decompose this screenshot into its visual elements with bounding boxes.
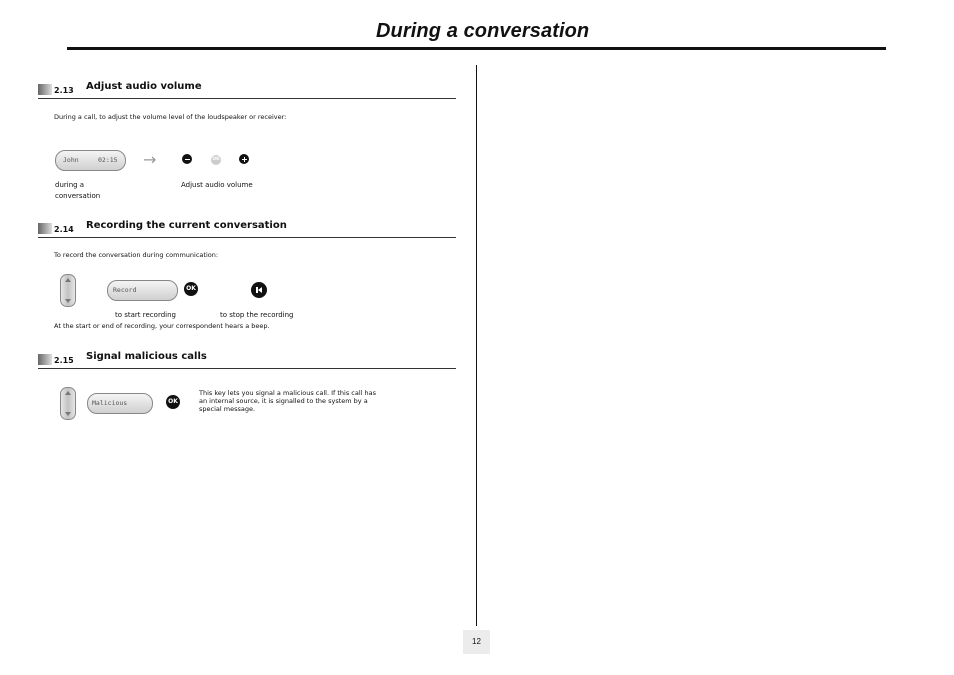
display-call-time: 02:15 bbox=[98, 156, 118, 164]
section-number: 2.14 bbox=[54, 225, 74, 234]
section-heading-audio-volume bbox=[38, 78, 456, 99]
ok-key-icon[interactable]: OK bbox=[184, 282, 198, 296]
nav-up-arrow-icon bbox=[65, 278, 71, 282]
caption-line: conversation bbox=[55, 192, 101, 200]
display-caller-name: John bbox=[63, 156, 79, 164]
section-marker bbox=[38, 84, 52, 95]
display-label: Record bbox=[113, 286, 137, 294]
section-marker bbox=[38, 223, 52, 234]
stop-recording-key-icon[interactable] bbox=[251, 282, 267, 298]
section-number: 2.15 bbox=[54, 356, 74, 365]
page-number: 12 bbox=[463, 630, 490, 654]
section-title: Signal malicious calls bbox=[86, 351, 207, 362]
arrow-right-icon: → bbox=[143, 150, 157, 169]
caption-line: during a bbox=[55, 181, 85, 189]
page-title: During a conversation bbox=[376, 20, 590, 42]
section-number: 2.13 bbox=[54, 86, 74, 95]
record-display-key[interactable] bbox=[107, 280, 178, 301]
section-marker bbox=[38, 354, 52, 365]
navigator-key-icon[interactable] bbox=[60, 387, 76, 420]
minus-key-icon[interactable] bbox=[182, 154, 192, 164]
ok-key-icon[interactable]: OK bbox=[166, 395, 180, 409]
caption-stop-recording: to stop the recording bbox=[220, 311, 294, 319]
navigator-key-icon[interactable] bbox=[60, 274, 76, 307]
description-line: an internal source, it is signalled to the system by a bbox=[199, 397, 368, 405]
section-intro: To record the conversation during communication: bbox=[54, 251, 219, 259]
title-rule bbox=[67, 47, 886, 50]
column-divider bbox=[476, 65, 477, 626]
section-title: Recording the current conversation bbox=[86, 220, 287, 231]
caption-during-conversation bbox=[55, 180, 100, 202]
malicious-description bbox=[199, 389, 399, 413]
caption-start-recording: to start recording bbox=[115, 311, 176, 319]
section-heading-malicious bbox=[38, 348, 456, 369]
phone-display bbox=[55, 150, 126, 171]
nav-down-arrow-icon bbox=[65, 412, 71, 416]
nav-up-arrow-icon bbox=[65, 391, 71, 395]
section-title: Adjust audio volume bbox=[86, 81, 202, 92]
ok-key-icon[interactable]: OK bbox=[211, 155, 221, 165]
nav-down-arrow-icon bbox=[65, 299, 71, 303]
description-line: special message. bbox=[199, 405, 256, 413]
plus-key-icon[interactable] bbox=[239, 154, 249, 164]
display-label: Malicious bbox=[92, 399, 128, 407]
malicious-display-key[interactable] bbox=[87, 393, 153, 414]
caption-adjust-volume: Adjust audio volume bbox=[181, 181, 253, 189]
description-line: This key lets you signal a malicious call. If this call has bbox=[199, 389, 377, 397]
recording-note: At the start or end of recording, your correspondent hears a beep. bbox=[54, 322, 270, 330]
section-heading-recording bbox=[38, 217, 456, 238]
section-intro: During a call, to adjust the volume level of the loudspeaker or receiver: bbox=[54, 113, 287, 121]
